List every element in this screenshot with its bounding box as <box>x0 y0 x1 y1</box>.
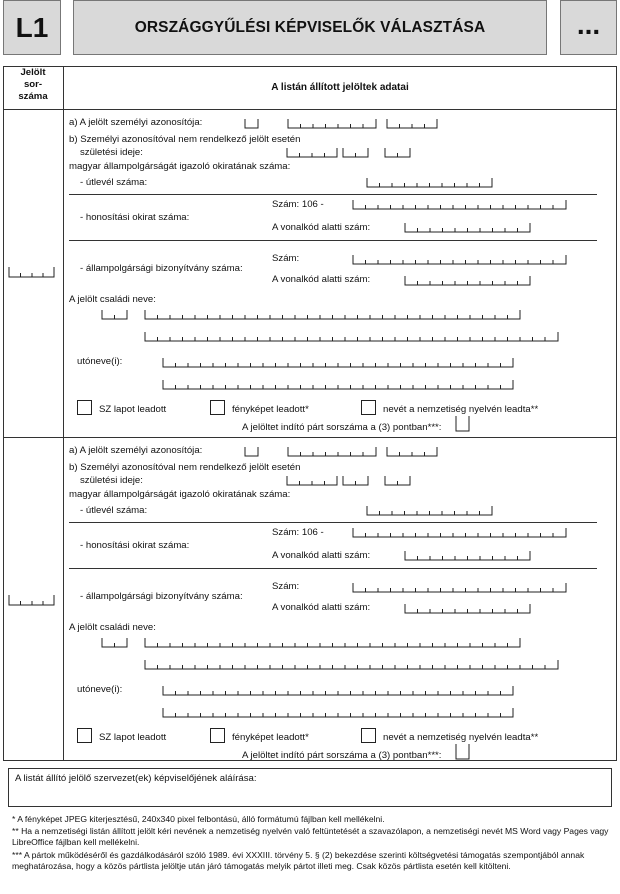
sz-sheet-label: SZ lapot leadott <box>99 732 167 743</box>
photo-label: fényképet leadott* <box>232 732 309 743</box>
footnote-1: * A fényképet JPEG kiterjesztésű, 240x340 pixel felbontású, álló formátumú fájlban kell mellékelni. <box>12 814 385 824</box>
no-id-label: b) Személyi azonosítóval nem rendelkező jelölt esetén <box>69 134 301 145</box>
citizenship-doc-label: magyar állampolgárságát igazoló okiratának száma: <box>69 161 291 172</box>
number-106-label: Szám: 106 - <box>272 527 324 538</box>
naturalization-barcode-field[interactable] <box>404 223 531 232</box>
nationality-name-label: nevét a nemzetiség nyelvén leadta** <box>383 732 539 743</box>
barcode-label-1: A vonalkód alatti szám: <box>272 222 371 233</box>
form-title: ORSZÁGGYŰLÉSI KÉPVISELŐK VÁLASZTÁSA <box>73 0 547 55</box>
party-number-label: A jelöltet indító párt sorszáma a (3) pontban***: <box>242 422 442 433</box>
naturalization-label: - honosítási okirat száma: <box>80 540 190 551</box>
corner-box: ... <box>560 0 617 55</box>
citizenship-cert-label: - állampolgársági bizonyítvány száma: <box>80 591 243 602</box>
photo-label: fényképet leadott* <box>232 404 309 415</box>
barcode-label-2: A vonalkód alatti szám: <box>272 274 371 285</box>
personal-id-field-2[interactable] <box>287 447 377 456</box>
signature-box[interactable] <box>8 768 612 807</box>
party-number-field[interactable] <box>455 416 471 432</box>
family-name-field-2[interactable] <box>144 332 559 341</box>
sz-sheet-checkbox[interactable] <box>77 400 92 415</box>
given-names-label: utóneve(i): <box>77 356 123 367</box>
personal-id-label: a) A jelölt személyi azonosítója: <box>69 117 203 128</box>
passport-field[interactable] <box>366 178 493 187</box>
citizenship-cert-number-field[interactable] <box>352 583 567 592</box>
number-label: Szám: <box>272 581 300 592</box>
given-names-label: utóneve(i): <box>77 684 123 695</box>
given-names-field-2[interactable] <box>162 708 514 717</box>
naturalization-number-field[interactable] <box>352 200 567 209</box>
barcode-label-2: A vonalkód alatti szám: <box>272 602 371 613</box>
given-names-field-1[interactable] <box>162 358 514 367</box>
citizenship-doc-label: magyar állampolgárságát igazoló okiratának száma: <box>69 489 291 500</box>
family-name-field-1[interactable] <box>144 638 521 647</box>
personal-id-field-1[interactable] <box>244 119 259 128</box>
naturalization-label: - honosítási okirat száma: <box>80 212 190 223</box>
passport-label: - útlevél száma: <box>80 505 148 516</box>
sz-sheet-checkbox[interactable] <box>77 728 92 743</box>
no-id-label: b) Személyi azonosítóval nem rendelkező jelölt esetén <box>69 462 301 473</box>
nationality-name-label: nevét a nemzetiség nyelvén leadta** <box>383 404 539 415</box>
birth-year-field[interactable] <box>286 476 338 485</box>
number-label: Szám: <box>272 253 300 264</box>
footnote-3: *** A pártok működéséről és gazdálkodásáról szóló 1989. évi XXXIII. törvény 5. § (2) bekezdése szerinti költségvetési támogatás szempontjából annak meghatározása, hogy a közös pártlista jelöltje után járó támogatás melyik pártot illeti meg. Csak közös pártlista esetén kell kitölteni. <box>12 850 585 872</box>
candidate-row-1 <box>0 110 620 436</box>
naturalization-number-field[interactable] <box>352 528 567 537</box>
given-names-field-1[interactable] <box>162 686 514 695</box>
number-106-label: Szám: 106 - <box>272 199 324 210</box>
col-header-data: A listán állított jelöltek adatai <box>271 82 409 93</box>
nationality-name-checkbox[interactable] <box>361 400 376 415</box>
family-name-prefix-field[interactable] <box>101 310 128 319</box>
personal-id-label: a) A jelölt személyi azonosítója: <box>69 445 203 456</box>
family-name-field-2[interactable] <box>144 660 559 669</box>
form-code: L1 <box>3 0 61 55</box>
family-name-prefix-field[interactable] <box>101 638 128 647</box>
given-names-field-2[interactable] <box>162 380 514 389</box>
signature-label: A listát állító jelölő szervezet(ek) képviselőjének aláírása: <box>15 773 257 784</box>
birth-day-field[interactable] <box>384 476 411 485</box>
serial-number-field[interactable] <box>8 595 56 607</box>
naturalization-barcode-field[interactable] <box>404 551 531 560</box>
candidate-row-2 <box>0 438 620 764</box>
personal-id-field-3[interactable] <box>386 119 438 128</box>
personal-id-field-1[interactable] <box>244 447 259 456</box>
birth-date-label: születési ideje: <box>80 147 143 158</box>
family-name-field-1[interactable] <box>144 310 521 319</box>
photo-checkbox[interactable] <box>210 400 225 415</box>
passport-label: - útlevél száma: <box>80 177 148 188</box>
sz-sheet-label: SZ lapot leadott <box>99 404 167 415</box>
party-number-label: A jelöltet indító párt sorszáma a (3) pontban***: <box>242 750 442 761</box>
family-name-label: A jelölt családi neve: <box>69 294 156 305</box>
birth-date-label: születési ideje: <box>80 475 143 486</box>
nationality-name-checkbox[interactable] <box>361 728 376 743</box>
barcode-label-1: A vonalkód alatti szám: <box>272 550 371 561</box>
birth-month-field[interactable] <box>342 148 369 157</box>
photo-checkbox[interactable] <box>210 728 225 743</box>
citizenship-cert-barcode-field[interactable] <box>404 604 531 613</box>
passport-field[interactable] <box>366 506 493 515</box>
citizenship-cert-label: - állampolgársági bizonyítvány száma: <box>80 263 243 274</box>
birth-month-field[interactable] <box>342 476 369 485</box>
personal-id-field-3[interactable] <box>386 447 438 456</box>
personal-id-field-2[interactable] <box>287 119 377 128</box>
citizenship-cert-number-field[interactable] <box>352 255 567 264</box>
col-header-number: Jelölt sor- száma <box>18 67 48 102</box>
birth-day-field[interactable] <box>384 148 411 157</box>
footnote-2: ** Ha a nemzetiségi listán állított jelölt kéri nevének a nemzetiség nyelvén való feltüntetését a szavazólapon, a nemzetiségi nevét MS Word vagy Pages vagy LibreOffice fájlban kell mellékelni. <box>12 826 609 848</box>
party-number-field[interactable] <box>455 744 471 760</box>
serial-number-field[interactable] <box>8 267 56 279</box>
birth-year-field[interactable] <box>286 148 338 157</box>
family-name-label: A jelölt családi neve: <box>69 622 156 633</box>
citizenship-cert-barcode-field[interactable] <box>404 276 531 285</box>
